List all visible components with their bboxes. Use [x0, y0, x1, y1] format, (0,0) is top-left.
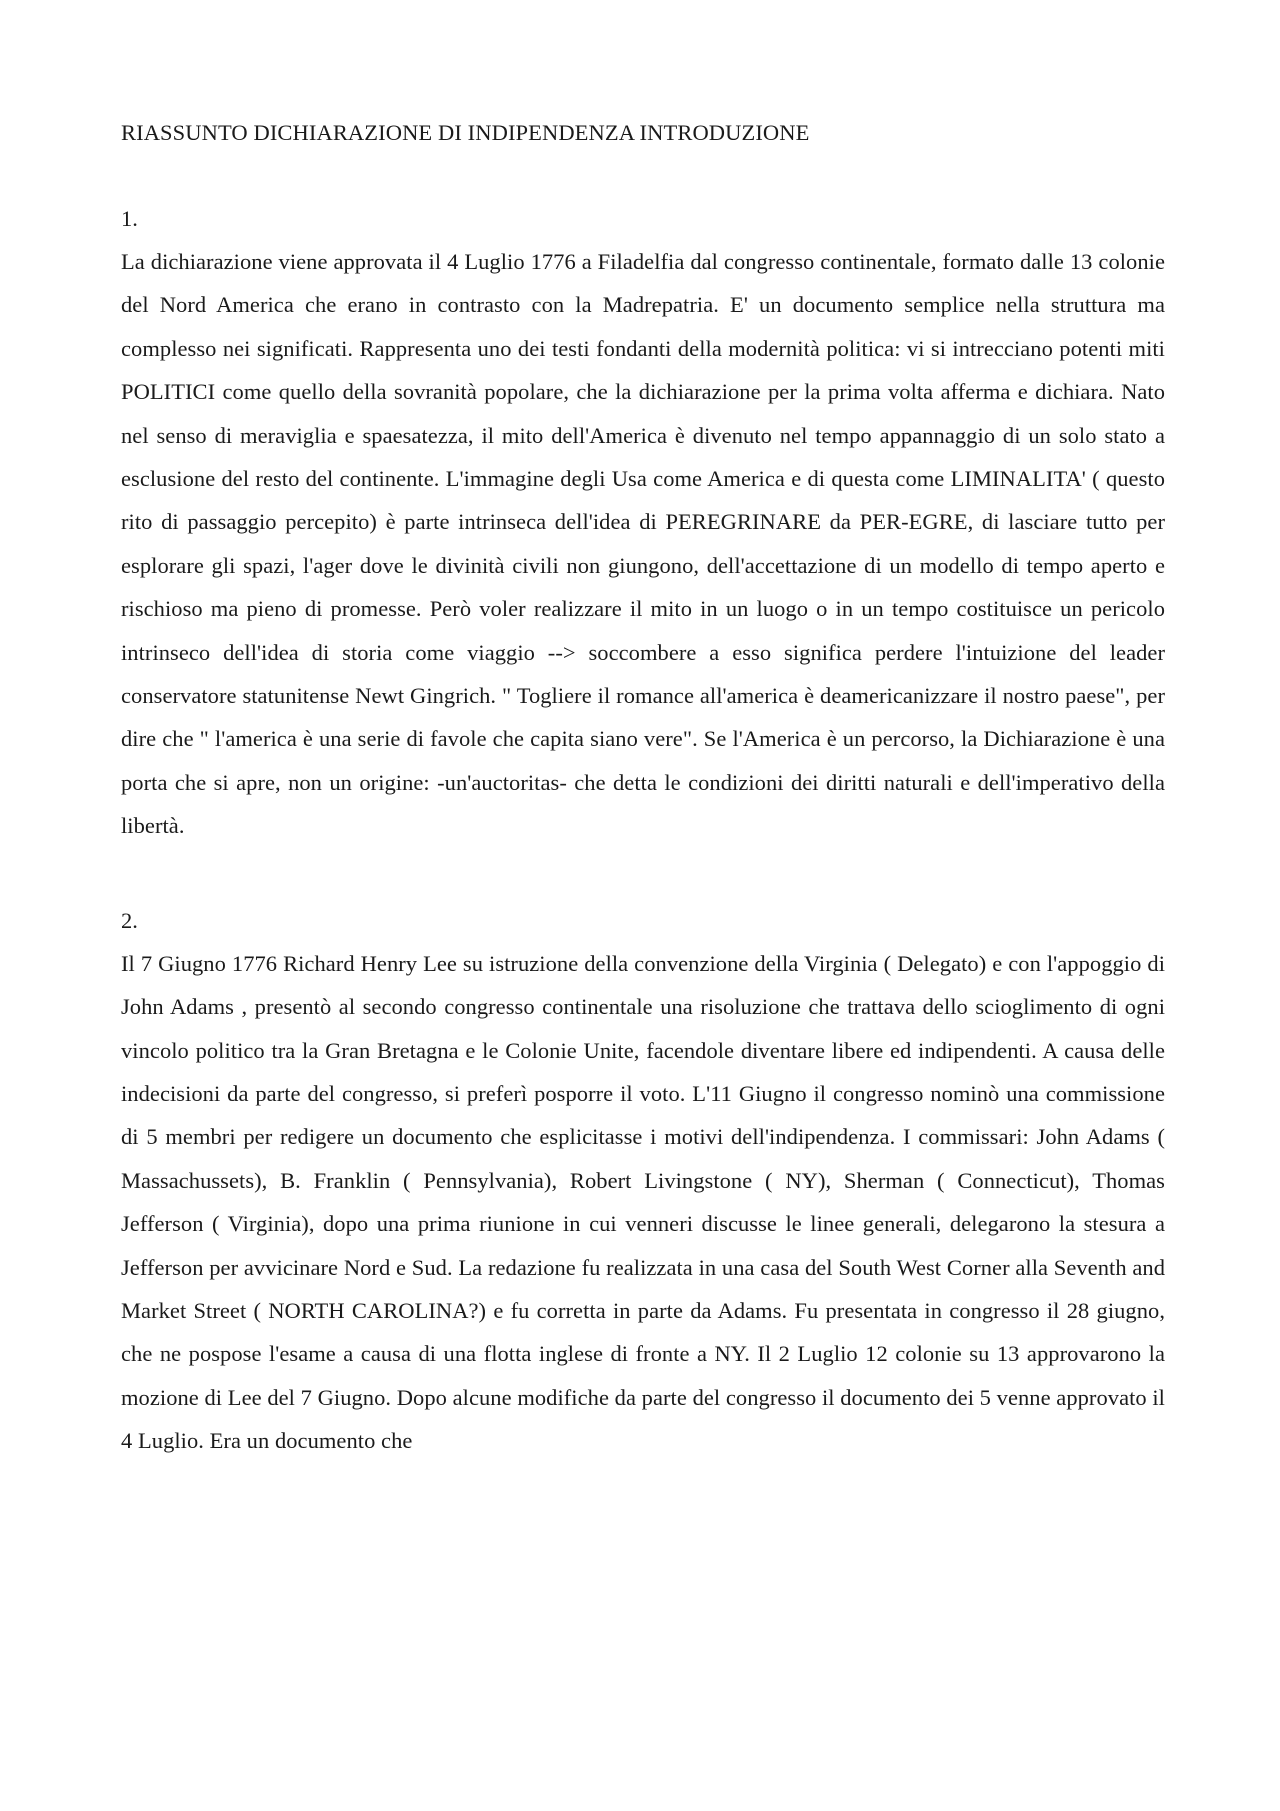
section-number: 1. — [121, 206, 138, 231]
document-title: RIASSUNTO DICHIARAZIONE DI INDIPENDENZA INTRODUZIONE — [121, 120, 810, 145]
section-paragraph: La dichiarazione viene approvata il 4 Luglio 1776 a Filadelfia dal congresso continentale, formato dalle 13 colonie del Nord America che erano in contrasto con la Madrepatria. E' un documento semplice nella struttura ma complesso nei significati. Rappresenta uno dei testi fondanti della modernità politica: vi si intrecciano potenti miti POLITICI come quello della sovranità popolare, che la dichiarazione per la prima volta afferma e dichiara. Nato nel senso di meraviglia e spaesatezza, il mito dell'America è divenuto nel tempo appannaggio di un solo stato a esclusione del resto del continente. L'immagine degli Usa come America e di questa come LIMINALITA' ( questo rito di passaggio percepito) è parte intrinseca dell'idea di PEREGRINARE da PER-EGRE, di lasciare tutto per esplorare gli spazi, l'ager dove le divinità civili non giungono, dell'accettazione di un modello di tempo aperto e rischioso ma pieno di promesse. Però voler realizzare il mito in un luogo o in un tempo costituisce un pericolo intrinseco dell'idea di storia come viaggio --> soccombere a esso significa perdere l'intuizione del leader conservatore statunitense Newt Gingrich. " Togliere il romance all'america è deamericanizzare il nostro paese", per dire che " l'america è una serie di favole che capita siano vere". Se l'America è un percorso, la Dichiarazione è una porta che si apre, non un origine: -un'auctoritas- che detta le condizioni dei diritti naturali e dell'imperativo della libertà. — [121, 249, 1165, 839]
section-paragraph: Il 7 Giugno 1776 Richard Henry Lee su istruzione della convenzione della Virginia ( Delegato) e con l'appoggio di John Adams , presentò al secondo congresso continentale una risoluzione che trattava dello scioglimento di ogni vincolo politico tra la Gran Bretagna e le Colonie Unite, facendole diventare libere ed indipendenti. A causa delle indecisioni da parte del congresso, si preferì posporre il voto. L'11 Giugno il congresso nominò una commissione di 5 membri per redigere un documento che esplicitasse i motivi dell'indipendenza. I commissari: John Adams ( Massachussets), B. Franklin ( Pennsylvania), Robert Livingstone ( NY), Sherman ( Connecticut), Thomas Jefferson ( Virginia), dopo una prima riunione in cui venneri discusse le linee generali, delegarono la stesura a Jefferson per avvicinare Nord e Sud. La redazione fu realizzata in una casa del South West Corner alla Seventh and Market Street ( NORTH CAROLINA?) e fu corretta in parte da Adams. Fu presentata in congresso il 28 giugno, che ne pospose l'esame a causa di una flotta inglese di fronte a NY. Il 2 Luglio 12 colonie su 13 approvarono la mozione di Lee del 7 Giugno. Dopo alcune modifiche da parte del congresso il documento dei 5 venne approvato il 4 Luglio. Era un documento che — [121, 950, 1165, 1454]
document-page — [121, 118, 1165, 1463]
section-number: 2. — [121, 907, 138, 933]
